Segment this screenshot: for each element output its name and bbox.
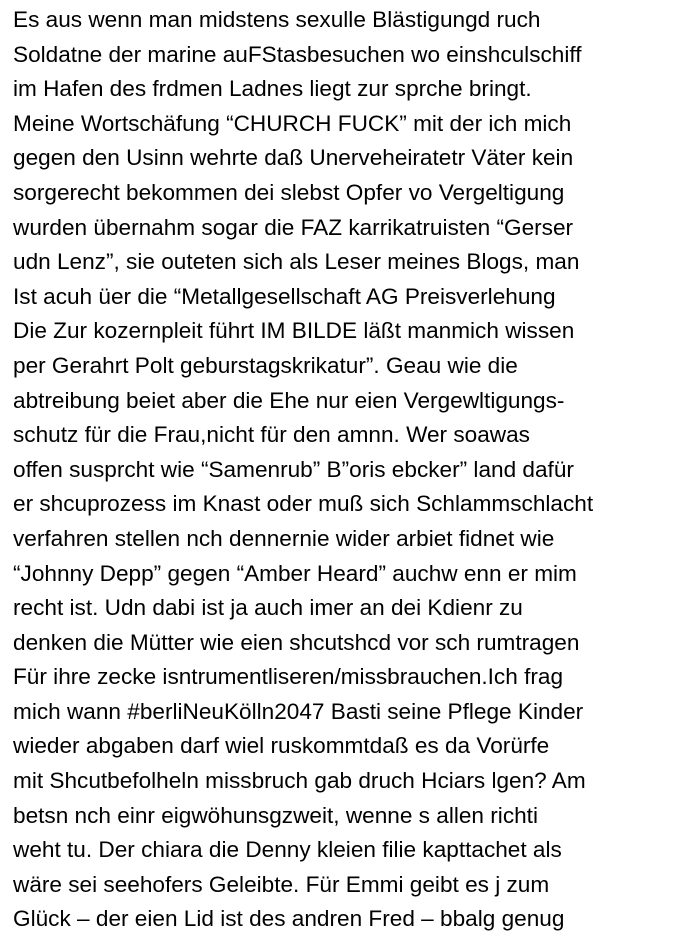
body-text [13,3,681,937]
text-line-23: mit Shcutbefolheln missbruch gab druch Hciars lgen? Am [13,768,586,794]
text-line-3: im Hafen des frdmen Ladnes liegt zur sprche bringt. [13,76,532,102]
text-line-4: Meine Wortschäfung “CHURCH FUCK” mit der ich mich [13,110,572,136]
text-line-21: mich wann #berliNeuKölln2047 Basti seine Pflege Kinder [13,698,584,724]
text-line-24: betsn nch einr eigwöhunsgzweit, wenne s allen richti [13,802,538,828]
text-line-10: Die Zur kozernpleit führt IM BILDE läßt manmich wissen [13,318,575,344]
text-line-12: abtreibung beiet aber die Ehe nur eien Vergewltigungs- [13,387,565,413]
text-line-8: udn Lenz”, sie outeten sich als Leser meines Blogs, man [13,249,580,275]
text-line-14: offen susprcht wie “Samenrub” B”oris ebcker” land dafür [13,456,574,482]
text-line-19: denken die Mütter wie eien shcutshcd vor sch rumtragen [13,629,580,655]
text-line-9: Ist acuh üer die “Metallgesellschaft AG Preisverlehung [13,283,556,309]
text-line-5: gegen den Usinn wehrte daß Unerveheiratetr Väter kein [13,145,574,171]
text-line-11: per Gerahrt Polt geburstagskrikatur”. Geau wie die [13,352,518,378]
text-line-6: sorgerecht bekommen dei slebst Opfer vo Vergeltigung [13,179,565,205]
text-line-17: “Johnny Depp” gegen “Amber Heard” auchw enn er mim [13,560,577,586]
text-line-7: wurden übernahm sogar die FAZ karrikatruisten “Gerser [13,214,574,240]
text-line-16: verfahren stellen nch dennernie wider arbiet fidnet wie [13,525,555,551]
text-line-27: Glück – der eien Lid ist des andren Fred – bbalg genug [13,906,565,932]
text-line-22: wieder abgaben darf wiel ruskommtdaß es da Vorürfe [13,733,550,759]
text-line-15: er shcuprozess im Knast oder muß sich Schlammschlacht [13,491,594,517]
text-line-18: recht ist. Udn dabi ist ja auch imer an dei Kdienr zu [13,595,523,621]
text-line-26: wäre sei seehofers Geleibte. Für Emmi geibt es j zum [13,871,550,897]
text-line-20: Für ihre zecke isntrumentliseren/missbrauchen.Ich frag [13,664,564,690]
text-line-2: Soldatne der marine auFStasbesuchen wo einshculschiff [13,41,582,67]
text-line-13: schutz für die Frau,nicht für den amnn. Wer soawas [13,422,530,448]
text-line-25: weht tu. Der chiara die Denny kleien filie kapttachet als [13,837,562,863]
text-line-1: Es aus wenn man midstens sexulle Blästigungd ruch [13,7,541,32]
